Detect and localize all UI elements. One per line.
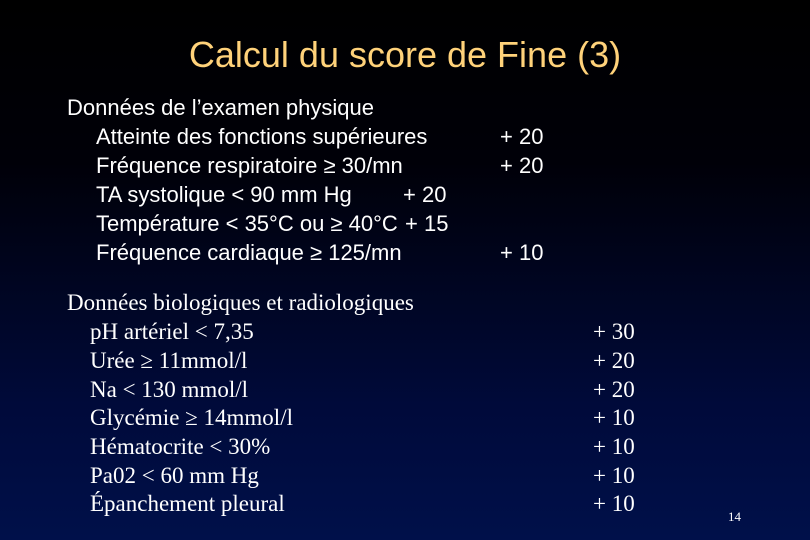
physical-heading: Données de l’examen physique <box>67 95 374 120</box>
lab-item-label: pH artériel < 7,35 <box>90 319 254 344</box>
lab-item-score: + 20 <box>593 348 635 373</box>
lab-item-label: Na < 130 mmol/l <box>90 377 248 402</box>
slide-title: Calcul du score de Fine (3) <box>188 34 622 75</box>
physical-item-label: Atteinte des fonctions supérieures <box>96 124 428 149</box>
lab-item-score: + 10 <box>593 405 635 430</box>
physical-item-label: Température < 35°C ou ≥ 40°C <box>96 211 398 236</box>
physical-item-score: + 15 <box>405 211 449 236</box>
lab-item-label: Urée ≥ 11mmol/l <box>90 348 248 373</box>
lab-item-score: + 20 <box>593 377 635 402</box>
physical-item-score: + 20 <box>500 153 544 178</box>
physical-item-label: Fréquence respiratoire ≥ 30/mn <box>96 153 403 178</box>
lab-item-label: Pa02 < 60 mm Hg <box>90 463 259 488</box>
page-number: 14 <box>728 509 741 524</box>
lab-item-score: + 10 <box>593 434 635 459</box>
lab-item-score: + 10 <box>593 491 635 516</box>
physical-item-score: + 10 <box>500 240 544 265</box>
lab-item-score: + 10 <box>593 463 635 488</box>
lab-item-label: Glycémie ≥ 14mmol/l <box>90 405 293 430</box>
lab-item-score: + 30 <box>593 319 635 344</box>
physical-item-label: TA systolique < 90 mm Hg <box>96 182 352 207</box>
physical-item-label: Fréquence cardiaque ≥ 125/mn <box>96 240 402 265</box>
lab-item-label: Épanchement pleural <box>90 491 285 516</box>
lab-item-label: Hématocrite < 30% <box>90 434 271 459</box>
physical-item-score: + 20 <box>500 124 544 149</box>
physical-item-score: + 20 <box>403 182 447 207</box>
lab-heading: Données biologiques et radiologiques <box>67 290 414 315</box>
